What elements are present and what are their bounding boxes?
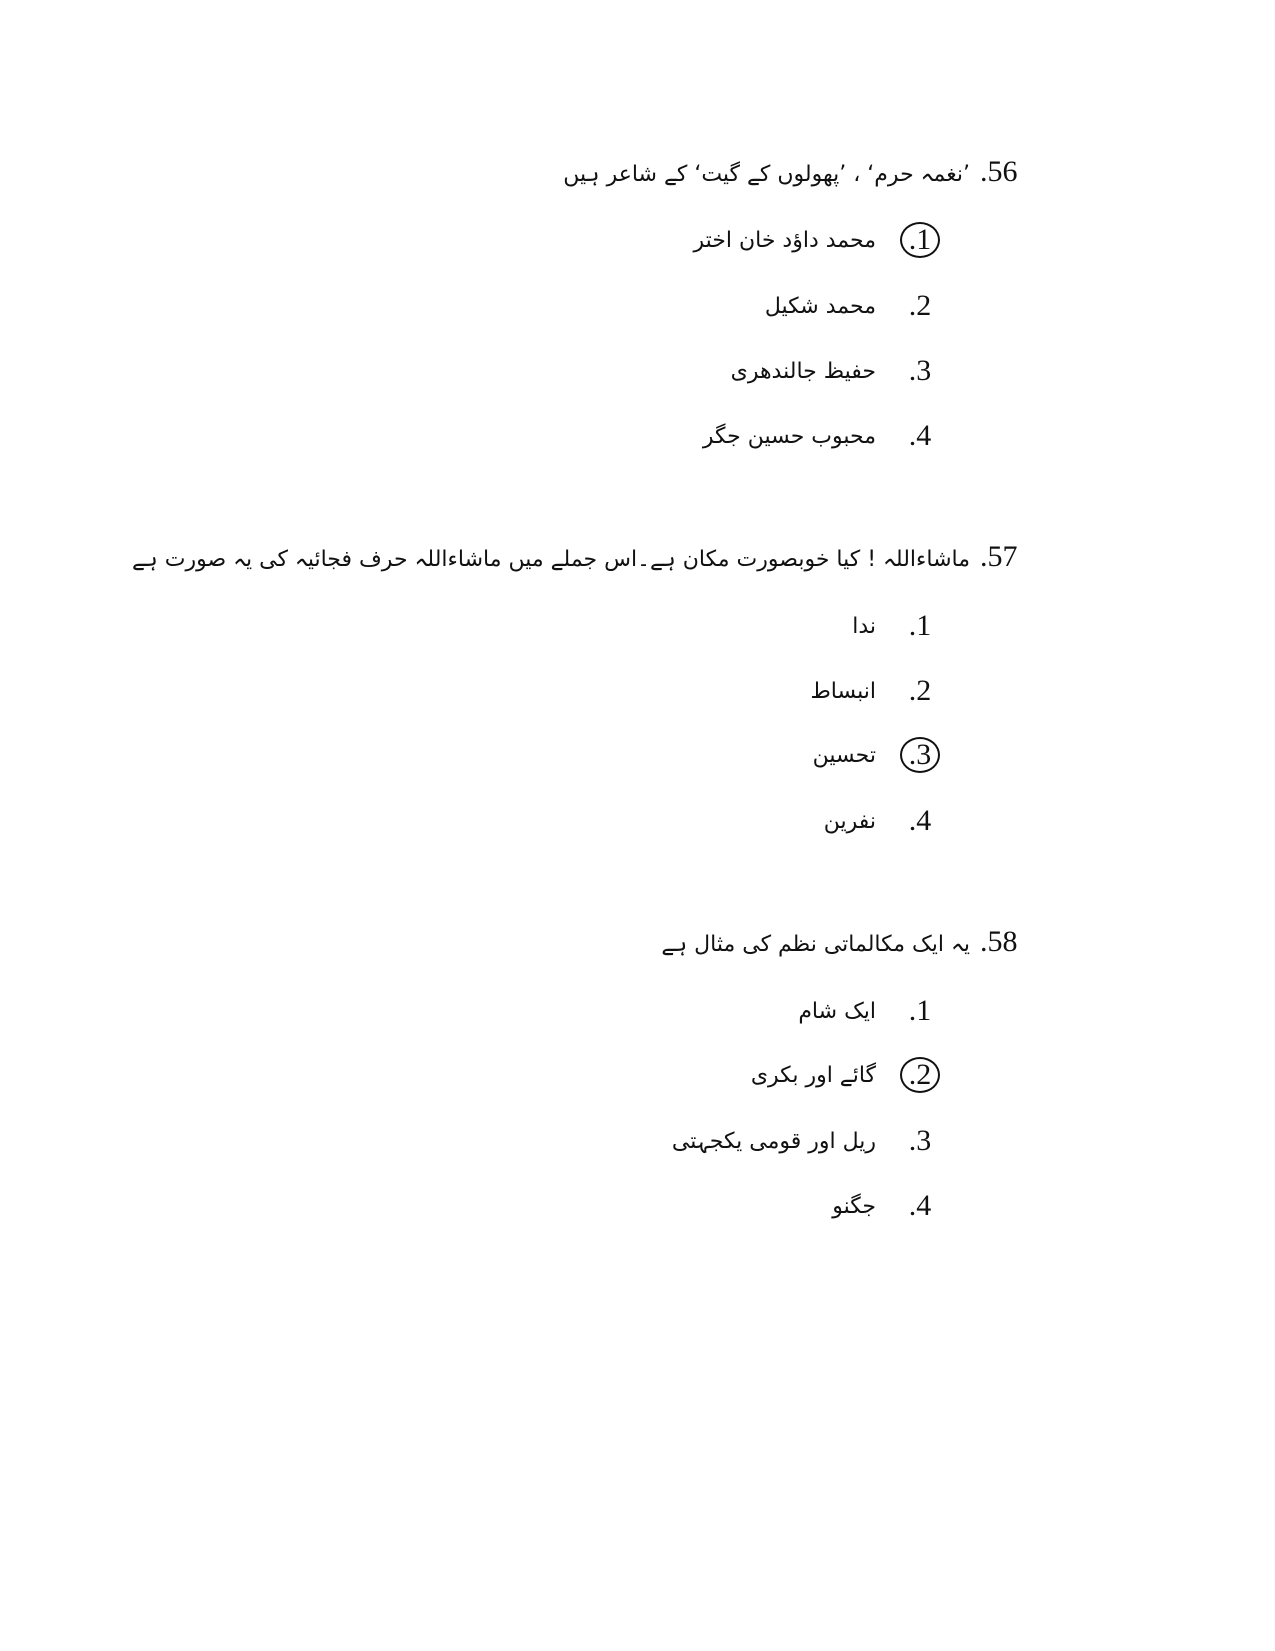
option-number: .2	[908, 674, 932, 707]
option-text: حفیظ جالندھری	[730, 358, 876, 384]
question-56-option-3[interactable]	[731, 352, 940, 390]
question-58-option-4[interactable]	[832, 1187, 940, 1225]
option-text: نفرین	[823, 808, 876, 834]
option-number-circled: .2	[900, 1057, 940, 1093]
question-57-option-2[interactable]	[810, 672, 940, 710]
question-number: .57	[980, 540, 1018, 573]
option-number: .3	[908, 354, 932, 387]
question-number: .56	[980, 155, 1018, 188]
option-number-circled: .1	[900, 222, 940, 258]
option-text: انبساط	[810, 678, 876, 704]
question-57-option-3[interactable]	[813, 737, 940, 773]
question-58-option-3[interactable]	[672, 1122, 940, 1160]
question-text: ماشاءاللہ ! کیا خوبصورت مکان ہے۔اس جملے میں ماشاءاللہ حرف فجائیہ کی یہ صورت ہے	[131, 547, 970, 572]
option-text: ریل اور قومی یکجہتی	[671, 1128, 876, 1154]
option-number: .4	[908, 1189, 932, 1222]
option-text: محمد داؤد خان اختر	[693, 227, 876, 253]
question-58-heading	[661, 925, 1050, 959]
question-56-option-4[interactable]	[703, 417, 940, 455]
option-text: جگنو	[832, 1193, 876, 1219]
option-number: .2	[908, 289, 932, 322]
option-text: ندا	[852, 613, 876, 639]
option-text: ایک شام	[798, 998, 876, 1024]
question-57-option-1[interactable]	[852, 607, 940, 645]
question-57-option-4[interactable]	[824, 802, 940, 840]
option-number: .3	[908, 1124, 932, 1157]
question-text: ’نغمہ حرم‘ ، ’پھولوں کے گیت‘ کے شاعر ہیں	[563, 162, 970, 187]
question-56-option-2[interactable]	[765, 287, 940, 325]
option-text: محمد شکیل	[764, 293, 876, 319]
option-text: تحسین	[812, 742, 876, 768]
option-number: .4	[908, 419, 932, 452]
question-56-heading	[563, 155, 1050, 189]
option-text: محبوب حسین جگر	[702, 423, 876, 449]
question-text: یہ ایک مکالماتی نظم کی مثال ہے	[661, 932, 970, 957]
question-58-option-2[interactable]	[751, 1057, 940, 1093]
question-58-option-1[interactable]	[798, 992, 940, 1030]
option-number: .4	[908, 804, 932, 837]
option-number: .1	[908, 994, 932, 1027]
question-57-heading	[132, 540, 1050, 574]
question-56-option-1[interactable]	[693, 222, 940, 258]
question-number: .58	[980, 925, 1018, 958]
option-number-circled: .3	[900, 737, 940, 773]
option-number: .1	[908, 609, 932, 642]
option-text: گائے اور بکری	[750, 1062, 876, 1088]
